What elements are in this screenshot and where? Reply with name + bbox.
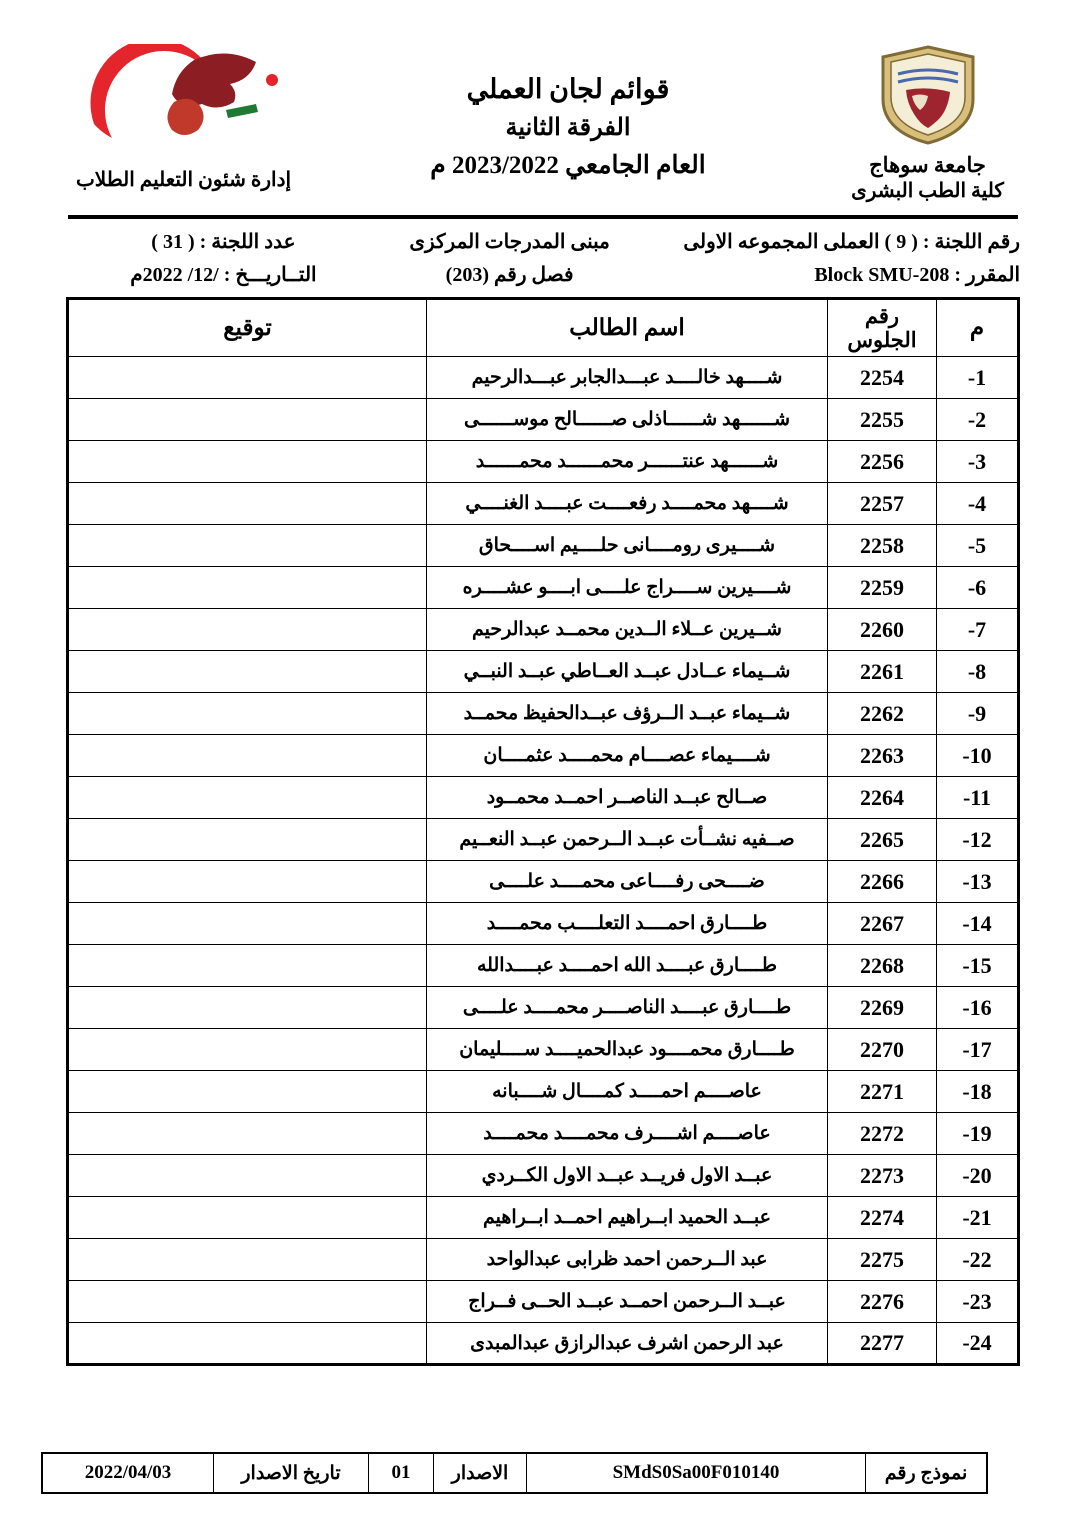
student-name-cell: شــــهد محمــــد رفعــــت عبــــد الغنــــي [427, 483, 828, 525]
student-name-cell: عبد الــرحمن احمد ظرابى عبدالواحد [427, 1239, 828, 1281]
course-code: المقرر : Block SMU-208 [814, 264, 1020, 286]
room-number: فصل رقم (203) [445, 264, 574, 286]
signature-cell [68, 1155, 427, 1197]
row-number-cell: -9 [937, 693, 1019, 735]
university-shield-logo-icon [876, 44, 980, 146]
signature-cell [68, 1113, 427, 1155]
students-table-header-row [68, 299, 1019, 357]
seat-number-cell: 2260 [828, 609, 937, 651]
signature-cell [68, 399, 427, 441]
row-number-cell: -14 [937, 903, 1019, 945]
form-number-value: SMdS0Sa00F010140 [527, 1453, 866, 1493]
student-row [68, 945, 1019, 987]
row-number-cell: -12 [937, 819, 1019, 861]
student-name-cell: عاصــــم احمــــد كمــــال شــــبانه [427, 1071, 828, 1113]
committee-info-row-1 [66, 229, 1020, 254]
student-name-cell: شــــيماء عصــــام محمــــد عثمــــان [427, 735, 828, 777]
student-name-cell: صــفيه نشــأت عبــد الــرحمن عبــد النعــيم [427, 819, 828, 861]
row-number-cell: -6 [937, 567, 1019, 609]
seat-number-cell: 2264 [828, 777, 937, 819]
row-number-cell: -21 [937, 1197, 1019, 1239]
signature-cell [68, 609, 427, 651]
student-name-cell: عاصــــم اشــــرف محمــــد محمــــد [427, 1113, 828, 1155]
students-table-head [68, 299, 1019, 357]
signature-cell [68, 819, 427, 861]
student-row [68, 1323, 1019, 1365]
seat-number-cell: 2262 [828, 693, 937, 735]
student-row [68, 1071, 1019, 1113]
signature-cell [68, 651, 427, 693]
row-number-cell: -1 [937, 357, 1019, 399]
row-number-cell: -22 [937, 1239, 1019, 1281]
signature-cell [68, 987, 427, 1029]
student-name-cell: طــــارق عبــــد الناصــــر محمــــد علــــى [427, 987, 828, 1029]
seat-number-cell: 2269 [828, 987, 937, 1029]
seat-number-cell: 2263 [828, 735, 937, 777]
student-name-cell: شــــيرين ســــراج علــــى ابــــو عشــــره [427, 567, 828, 609]
signature-cell [68, 903, 427, 945]
seat-number-cell: 2276 [828, 1281, 937, 1323]
student-row [68, 1281, 1019, 1323]
student-row [68, 399, 1019, 441]
seat-number-cell: 2267 [828, 903, 937, 945]
student-row [68, 483, 1019, 525]
title-line-3: العام الجامعي 2023/2022 م [430, 152, 706, 179]
signature-cell [68, 1323, 427, 1365]
row-number-cell: -4 [937, 483, 1019, 525]
row-number-cell: -5 [937, 525, 1019, 567]
student-name-cell: ضــــحى رفــــاعى محمــــد علــــى [427, 861, 828, 903]
title-line-1: قوائم لجان العملي [466, 74, 670, 104]
student-name-cell: شــيماء عبــد الــرؤف عبــدالحفيظ محمــد [427, 693, 828, 735]
student-row [68, 1239, 1019, 1281]
students-affairs-label: إدارة شئون التعليم الطلاب [75, 169, 292, 191]
seat-number-cell: 2274 [828, 1197, 937, 1239]
row-number-cell: -19 [937, 1113, 1019, 1155]
form-footer [41, 1452, 988, 1494]
signature-cell [68, 735, 427, 777]
seat-number-cell: 2261 [828, 651, 937, 693]
form-number-label: نموذج رقم [866, 1453, 988, 1493]
student-row [68, 1029, 1019, 1071]
student-name-cell: شــيماء عــادل عبــد العــاطي عبــد النبــي [427, 651, 828, 693]
column-signature: توقيع [68, 299, 427, 357]
seat-number-cell: 2277 [828, 1323, 937, 1365]
committee-info-row-2 [66, 262, 1020, 287]
seat-number-cell: 2271 [828, 1071, 937, 1113]
issue-value: 01 [369, 1453, 434, 1493]
seat-number-cell: 2266 [828, 861, 937, 903]
students-table [66, 297, 1020, 1366]
student-row [68, 651, 1019, 693]
student-name-cell: شــــيرى رومــــانى حلــــيم اســــحاق [427, 525, 828, 567]
column-serial: م [937, 299, 1019, 357]
student-name-cell: عبــد الاول فريــد عبــد الاول الكــردي [427, 1155, 828, 1197]
student-row [68, 903, 1019, 945]
exam-date: التــاريـــخ : /12/ 2022م [130, 264, 317, 286]
issue-label: الاصدار [434, 1453, 527, 1493]
row-number-cell: -2 [937, 399, 1019, 441]
student-row [68, 357, 1019, 399]
signature-cell [68, 945, 427, 987]
signature-cell [68, 441, 427, 483]
signature-cell [68, 1281, 427, 1323]
row-number-cell: -3 [937, 441, 1019, 483]
issue-date-value: 2022/04/03 [42, 1453, 214, 1493]
header-divider [68, 215, 1018, 219]
signature-cell [68, 693, 427, 735]
document-header [66, 44, 1020, 203]
signature-cell [68, 777, 427, 819]
student-row [68, 1113, 1019, 1155]
row-number-cell: -18 [937, 1071, 1019, 1113]
seat-number-cell: 2265 [828, 819, 937, 861]
student-row [68, 525, 1019, 567]
seat-number-cell: 2273 [828, 1155, 937, 1197]
student-name-cell: طــــارق احمــــد التعلــــب محمــــد [427, 903, 828, 945]
student-row [68, 735, 1019, 777]
red-crescent-calligraphy-logo-icon [76, 44, 291, 156]
row-number-cell: -23 [937, 1281, 1019, 1323]
student-name-cell: صــالح عبــد الناصــر احمــد محمــود [427, 777, 828, 819]
seat-number-cell: 2257 [828, 483, 937, 525]
signature-cell [68, 567, 427, 609]
student-name-cell: شــيرين عــلاء الــدين محمــد عبدالرحيم [427, 609, 828, 651]
column-seat-line2: الجلوس [847, 328, 917, 352]
student-name-cell: شــــــهد شــــــاذلى صــــــالح موســــــى [427, 399, 828, 441]
student-row [68, 567, 1019, 609]
seat-number-cell: 2259 [828, 567, 937, 609]
seat-number-cell: 2254 [828, 357, 937, 399]
student-row [68, 777, 1019, 819]
seat-number-cell: 2270 [828, 1029, 937, 1071]
university-name: جامعة سوهاج [869, 153, 986, 177]
signature-cell [68, 525, 427, 567]
student-name-cell: طــــارق محمــــود عبدالحميــــد ســــليمان [427, 1029, 828, 1071]
student-name-cell: شــــــهد عنتــــــر محمــــــد محمــــــد [427, 441, 828, 483]
student-name-cell: طــــارق عبــــد الله احمــــد عبــــدالله [427, 945, 828, 987]
student-row [68, 1197, 1019, 1239]
row-number-cell: -15 [937, 945, 1019, 987]
column-seat-number [828, 299, 937, 357]
row-number-cell: -8 [937, 651, 1019, 693]
row-number-cell: -7 [937, 609, 1019, 651]
row-number-cell: -13 [937, 861, 1019, 903]
document-title-block [301, 44, 835, 180]
student-name-cell: عبــد الحميد ابــراهيم احمــد ابــراهيم [427, 1197, 828, 1239]
row-number-cell: -20 [937, 1155, 1019, 1197]
faculty-name: كلية الطب البشرى [851, 180, 1004, 202]
student-name-cell: عبــد الــرحمن احمــد عبــد الحــى فــراج [427, 1281, 828, 1323]
committee-building: مبنى المدرجات المركزى [409, 231, 610, 253]
seat-number-cell: 2256 [828, 441, 937, 483]
committee-number: رقم اللجنة : ( 9 ) العملى المجموعه الاولى [683, 231, 1020, 253]
column-seat-line1: رقم [864, 303, 900, 328]
student-row [68, 441, 1019, 483]
issue-date-label: تاريخ الاصدار [214, 1453, 369, 1493]
signature-cell [68, 1239, 427, 1281]
signature-cell [68, 483, 427, 525]
row-number-cell: -24 [937, 1323, 1019, 1365]
column-student-name: اسم الطالب [427, 299, 828, 357]
student-row [68, 609, 1019, 651]
students-tbody [68, 357, 1019, 1365]
student-row [68, 819, 1019, 861]
title-line-2: الفرقة الثانية [505, 115, 631, 141]
form-footer-row [42, 1453, 987, 1493]
seat-number-cell: 2272 [828, 1113, 937, 1155]
student-row [68, 693, 1019, 735]
signature-cell [68, 861, 427, 903]
seat-number-cell: 2258 [828, 525, 937, 567]
committee-count: عدد اللجنة : ( 31 ) [151, 231, 296, 253]
seat-number-cell: 2255 [828, 399, 937, 441]
students-affairs-block [66, 44, 301, 192]
signature-cell [68, 1071, 427, 1113]
row-number-cell: -10 [937, 735, 1019, 777]
student-row [68, 987, 1019, 1029]
student-row [68, 1155, 1019, 1197]
university-block [835, 44, 1020, 203]
row-number-cell: -17 [937, 1029, 1019, 1071]
signature-cell [68, 1029, 427, 1071]
student-name-cell: شــــهد خالــــد عبـــدالجابر عبـــدالرحيم [427, 357, 828, 399]
row-number-cell: -11 [937, 777, 1019, 819]
row-number-cell: -16 [937, 987, 1019, 1029]
seat-number-cell: 2275 [828, 1239, 937, 1281]
signature-cell [68, 357, 427, 399]
seat-number-cell: 2268 [828, 945, 937, 987]
committee-info-section [66, 229, 1020, 287]
signature-cell [68, 1197, 427, 1239]
student-row [68, 861, 1019, 903]
student-name-cell: عبد الرحمن اشرف عبدالرازق عبدالمبدى [427, 1323, 828, 1365]
